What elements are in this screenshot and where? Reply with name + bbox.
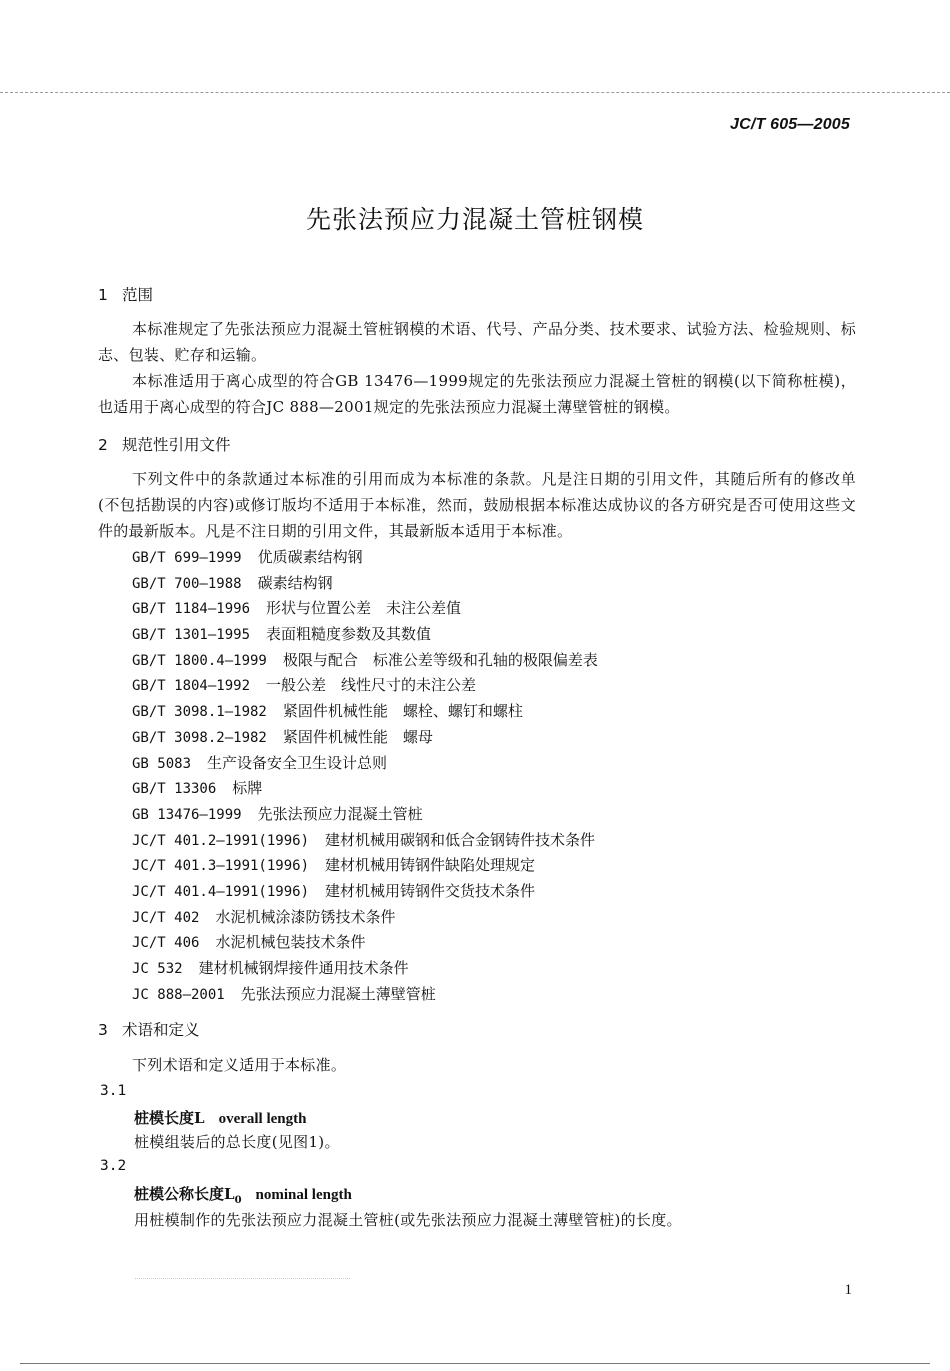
section-2-heading (98, 433, 231, 455)
reference-item (132, 956, 598, 982)
section-1-heading (98, 283, 153, 305)
term-3-2-en: nominal length (255, 1187, 352, 1203)
reference-item (132, 905, 598, 931)
section-2-intro: 下列文件中的条款通过本标准的引用而成为本标准的条款。凡是注日期的引用文件，其随后所有的修改单(不包括勘误的内容)或修订版均不适用于本标准，然而，鼓励根据本标准达成协议的各方研究是否可使用这些文件的最新版本。凡是不注日期的引用文件，其最新版本适用于本标准。 (98, 470, 856, 540)
term-3-2-zh: 桩模公称长度L (134, 1185, 235, 1203)
reference-title: 水泥机械涂漆防锈技术条件 (215, 907, 396, 926)
reference-title: 标牌 (232, 779, 263, 798)
reference-title: 建材机械用铸钢件交货技术条件 (325, 881, 536, 900)
reference-item (132, 879, 598, 905)
reference-item (132, 571, 598, 597)
section-1-paragraph-1: 本标准规定了先张法预应力混凝土管桩钢模的术语、代号、产品分类、技术要求、试验方法、检验规则、标志、包装、贮存和运输。 (98, 320, 856, 364)
reference-item (132, 673, 598, 699)
section-1-number: 1 (98, 286, 108, 304)
reference-item (132, 853, 598, 879)
normative-reference-list (132, 545, 598, 1007)
reference-code: GB/T 699—1999 (132, 550, 242, 566)
reference-code: JC/T 401.3—1991(1996) (132, 858, 310, 875)
term-3-2-subscript: 0 (234, 1195, 242, 1206)
reference-title: 建材机械钢焊接件通用技术条件 (198, 959, 409, 977)
reference-code: JC/T 401.2—1991(1996) (132, 832, 310, 849)
reference-code: GB/T 1301—1995 (132, 627, 251, 644)
section-3-intro: 下列术语和定义适用于本标准。 (132, 1056, 347, 1074)
reference-title: 建材机械用碳钢和低合金钢铸件技术条件 (325, 830, 596, 849)
reference-title: 生产设备安全卫生设计总则 (207, 753, 388, 772)
reference-item (132, 930, 598, 956)
reference-title: 极限与配合 标准公差等级和孔轴的极限偏差表 (282, 650, 598, 669)
reference-code: GB/T 1800.4—1999 (132, 652, 267, 669)
reference-item (132, 982, 598, 1008)
reference-title: 水泥机械包装技术条件 (215, 933, 366, 952)
reference-code: GB/T 13306 (132, 781, 217, 798)
reference-title: 碳素结构钢 (257, 573, 333, 592)
reference-item (132, 751, 598, 777)
clause-3-1-number: 3.1 (100, 1083, 127, 1099)
reference-title: 一般公差 线性尺寸的未注公差 (266, 676, 477, 695)
reference-item (132, 802, 598, 828)
reference-code: GB/T 3098.1—1982 (132, 704, 267, 721)
reference-code: GB 13476—1999 (132, 806, 242, 823)
term-3-2 (134, 1183, 352, 1206)
section-1-title: 范围 (122, 286, 154, 304)
reference-item (132, 828, 598, 854)
term-3-1-en: overall length (218, 1111, 307, 1127)
reference-title: 紧固件机械性能 螺母 (282, 727, 433, 746)
reference-title: 建材机械用铸钢件缺陷处理规定 (325, 856, 536, 875)
section-2-title: 规范性引用文件 (122, 436, 231, 454)
section-2-number: 2 (98, 436, 108, 454)
reference-code: GB 5083 (132, 755, 192, 772)
term-3-2-definition: 用桩模制作的先张法预应力混凝土管桩(或先张法预应力混凝土薄壁管桩)的长度。 (134, 1211, 682, 1229)
reference-title: 优质碳素结构钢 (257, 548, 363, 566)
reference-code: JC/T 401.4—1991(1996) (132, 883, 310, 900)
standard-code: JC/T 605—2005 (729, 116, 850, 133)
scan-artifact-line (135, 1278, 350, 1279)
reference-code: GB/T 700—1988 (132, 575, 242, 592)
page-number: 1 (844, 1282, 852, 1298)
reference-title: 形状与位置公差 未注公差值 (266, 599, 462, 618)
reference-item (132, 545, 598, 571)
reference-title: 紧固件机械性能 螺栓、螺钉和螺柱 (282, 702, 523, 721)
section-3-title: 术语和定义 (122, 1021, 200, 1039)
section-1-paragraph-2: 本标准适用于离心成型的符合GB 13476—1999规定的先张法预应力混凝土管桩的钢模(以下简称桩模)，也适用于离心成型的符合JC 888—2001规定的先张法预应力混凝土薄壁管桩的钢模。 (98, 372, 856, 416)
term-3-1-zh: 桩模长度L (134, 1109, 205, 1127)
reference-code: JC 532 (132, 961, 183, 977)
document-title: 先张法预应力混凝土管桩钢模 (305, 205, 644, 234)
reference-code: GB/T 3098.2—1982 (132, 729, 267, 746)
reference-code: JC/T 402 (132, 909, 200, 926)
reference-item (132, 725, 598, 751)
reference-item (132, 648, 598, 674)
section-3-heading (98, 1018, 200, 1040)
scan-border-top (0, 92, 950, 93)
reference-item (132, 776, 598, 802)
reference-item (132, 596, 598, 622)
reference-code: JC/T 406 (132, 935, 200, 952)
section-3-number: 3 (98, 1021, 108, 1039)
term-3-1-definition: 桩模组装后的总长度(见图1)。 (134, 1133, 340, 1151)
clause-3-2-number: 3.2 (100, 1158, 127, 1174)
reference-code: GB/T 1184—1996 (132, 601, 251, 618)
reference-item (132, 622, 598, 648)
reference-item (132, 699, 598, 725)
scan-border-bottom (20, 1363, 930, 1364)
reference-title: 先张法预应力混凝土管桩 (257, 804, 423, 823)
term-3-1 (134, 1107, 306, 1130)
reference-code: GB/T 1804—1992 (132, 678, 251, 695)
reference-title: 表面粗糙度参数及其数值 (266, 625, 432, 644)
reference-code: JC 888—2001 (132, 986, 225, 1003)
reference-title: 先张法预应力混凝土薄壁管桩 (240, 984, 436, 1003)
